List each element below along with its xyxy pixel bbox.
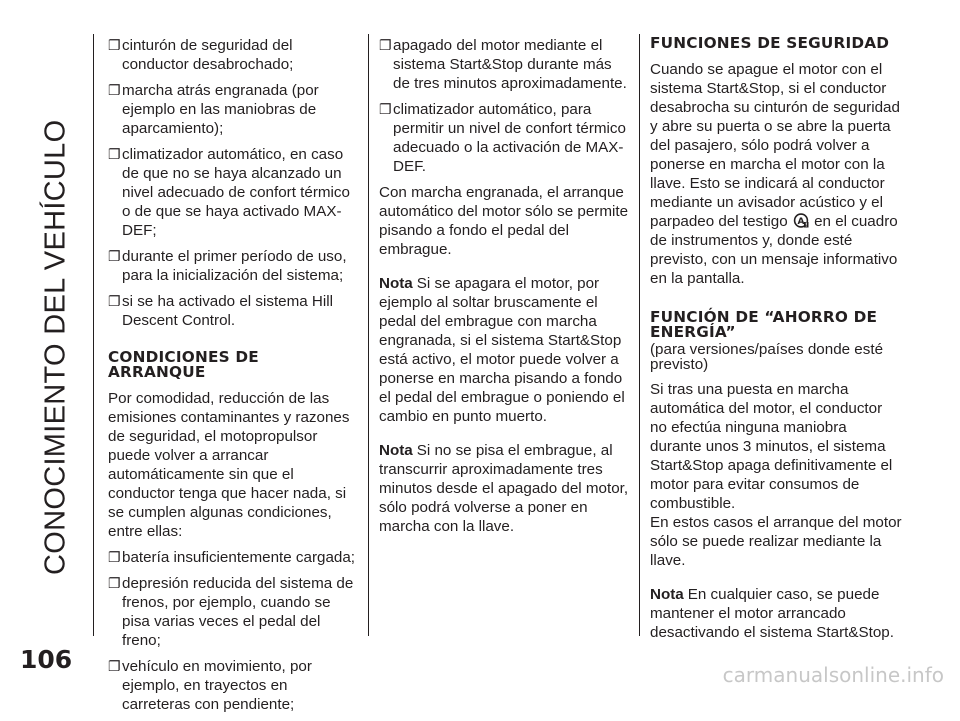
note-1	[379, 274, 631, 426]
list-item: ❐ cinturón de seguridad del conductor desabrochado;	[108, 37, 294, 73]
heading-ahorro-energia: FUNCIÓN DE “AHORRO DE ENERGÍA”	[650, 308, 878, 341]
list-item: ❐ si se ha activado el sistema Hill Descent Control.	[108, 293, 334, 329]
column-1	[108, 36, 360, 721]
paragraph: En estos casos el arranque del motor sólo se puede realizar mediante la llave.	[650, 514, 902, 569]
margin-divider	[93, 34, 94, 636]
note-label: Nota	[379, 275, 413, 292]
checkbox-bullet-icon: ❐	[108, 146, 121, 162]
note-text: Si no se pisa el embrague, al transcurrir aproximadamente tres minutos desde el apagado del motor, sólo podrá volverse a poner en marcha con la llave.	[379, 442, 629, 535]
note-2	[379, 441, 631, 536]
paragraph: Con marcha engranada, el arranque automático del motor sólo se permite pisando a fondo el pedal del embrague.	[379, 184, 629, 258]
list-item: ❐ climatizador automático, en caso de que no se haya alcanzado un nivel adecuado de confort térmico o de que se haya activado MAX-DEF;	[108, 146, 350, 239]
list-item: ❐ marcha atrás engranada (por ejemplo en las maniobras de aparcamiento);	[108, 82, 319, 137]
note-text: En cualquier caso, se puede mantener el motor arrancado desactivando el sistema Start&Stop.	[650, 586, 894, 641]
section-title: CONOCIMIENTO DEL VEHÍCULO	[39, 119, 72, 575]
checkbox-bullet-icon: ❐	[108, 549, 121, 565]
column-divider-1	[368, 34, 369, 636]
paragraph: Por comodidad, reducción de las emisiones contaminantes y razones de seguridad, el motopropulsor puede volver a arrancar automáticamente sin que el conductor tenga que hacer nada, si se cumplen algunas condiciones, entre ellas:	[108, 390, 350, 540]
paragraph: Cuando se apague el motor con el sistema Start&Stop, si el conductor desabrocha su cinturón de seguridad y abre su puerta o se abre la puerta del pasajero, sólo podrá volver a ponerse en marcha el motor con la llave. Esto se indicará al conductor mediante un avisador acústico y el parpadeo del testigo A ! en el cuadro de instrumentos y, donde esté previsto, con un mensaje informativo en la pantalla.	[650, 61, 900, 287]
list-item: ❐ depresión reducida del sistema de frenos, por ejemplo, cuando se pisa varias veces el pedal del freno;	[108, 575, 354, 649]
checkbox-bullet-icon: ❐	[108, 248, 121, 264]
checkbox-bullet-icon: ❐	[108, 575, 121, 591]
page-number: 106	[20, 645, 73, 674]
watermark: carmanualsonline.info	[722, 663, 944, 687]
note-text: Si se apagara el motor, por ejemplo al soltar bruscamente el pedal del embrague con marcha engranada, si el sistema Start&Stop está activo, el motor puede volver a ponerse en marcha pisando a fondo el pedal del embrague o poniendo el cambio en punto muerto.	[379, 275, 625, 425]
note	[650, 585, 902, 642]
note-label: Nota	[379, 442, 413, 459]
svg-text:!: !	[804, 222, 808, 228]
column-divider-2	[639, 34, 640, 636]
checkbox-bullet-icon: ❐	[379, 37, 392, 53]
start-stop-warning-icon	[793, 213, 809, 228]
list-item: ❐ durante el primer período de uso, para la inicialización del sistema;	[108, 248, 347, 284]
note-label: Nota	[650, 586, 684, 603]
checkbox-bullet-icon: ❐	[108, 37, 121, 53]
checkbox-bullet-icon: ❐	[379, 101, 392, 117]
list-item: ❐ vehículo en movimiento, por ejemplo, en trayectos en carreteras con pendiente;	[108, 658, 312, 713]
checkbox-bullet-icon: ❐	[108, 293, 121, 309]
list-item: ❐ batería insuficientemente cargada;	[108, 549, 356, 566]
svg-text:A: A	[797, 217, 805, 227]
checkbox-bullet-icon: ❐	[108, 658, 121, 674]
list-item: ❐ climatizador automático, para permitir un nivel de confort térmico adecuado o la activación de MAX-DEF.	[379, 101, 626, 175]
heading-condiciones-arranque: CONDICIONES DE ARRANQUE	[108, 348, 259, 381]
column-3	[650, 36, 902, 649]
heading-note: (para versiones/países donde esté previsto)	[650, 341, 884, 373]
paragraph: Si tras una puesta en marcha automática del motor, el conductor no efectúa ninguna maniobra durante unos 3 minutos, el sistema Start&Stop apaga definitivamente el motor para evitar consumos de combustible.	[650, 381, 893, 512]
column-2	[379, 36, 631, 543]
list-item: ❐ apagado del motor mediante el sistema Start&Stop durante más de tres minutos aproximadamente.	[379, 37, 627, 92]
checkbox-bullet-icon: ❐	[108, 82, 121, 98]
heading-funciones-seguridad: FUNCIONES DE SEGURIDAD	[650, 34, 890, 52]
